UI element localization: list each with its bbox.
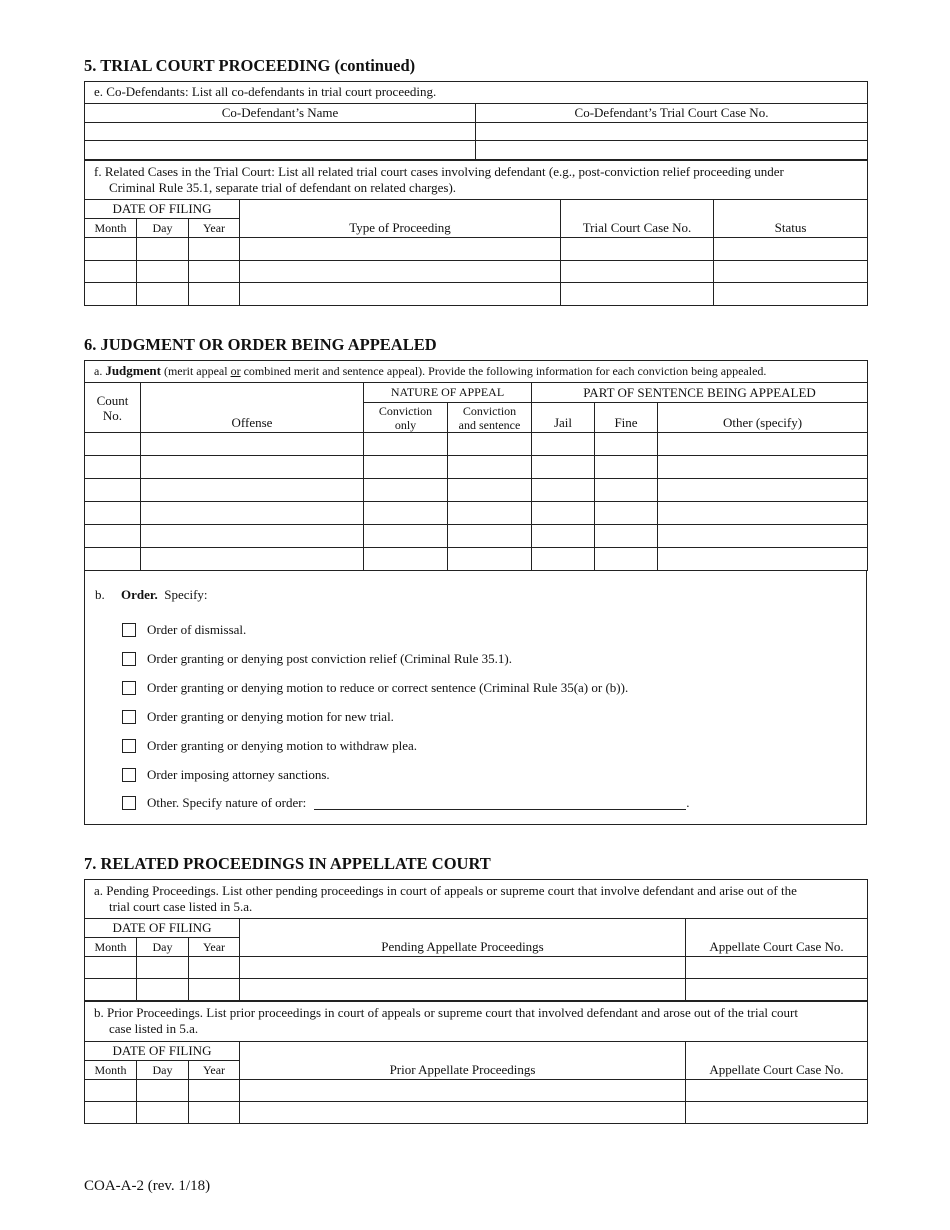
pending-proceeding-cell[interactable] xyxy=(240,957,686,979)
order-box xyxy=(84,571,867,825)
related-desc-line2: Criminal Rule 35.1, separate trial of defendant on related charges). xyxy=(109,179,457,195)
codefendants-table xyxy=(84,81,868,160)
day-cell[interactable] xyxy=(137,1080,189,1102)
table-row xyxy=(85,141,868,160)
checkbox[interactable] xyxy=(122,652,136,666)
month-cell[interactable] xyxy=(85,979,137,1001)
day-cell[interactable] xyxy=(137,283,189,306)
order-option[interactable] xyxy=(122,680,628,696)
jail-cell[interactable] xyxy=(532,433,595,456)
year-cell[interactable] xyxy=(189,283,240,306)
offense-cell[interactable] xyxy=(141,525,364,548)
order-option-label: Order granting or denying motion to reduce or correct sentence (Criminal Rule 35(a) or (b)). xyxy=(147,680,629,695)
count-cell[interactable] xyxy=(85,433,141,456)
jail-cell[interactable] xyxy=(532,525,595,548)
conviction-only-cell[interactable] xyxy=(364,525,448,548)
checkbox[interactable] xyxy=(122,739,136,753)
month-cell[interactable] xyxy=(85,957,137,979)
month-header: Month xyxy=(85,938,137,957)
trial-case-no-header: Trial Court Case No. xyxy=(561,200,714,238)
pending-desc-line2: trial court case listed in 5.a. xyxy=(109,898,253,914)
table-row xyxy=(85,433,868,456)
fine-cell[interactable] xyxy=(595,433,658,456)
count-no-line1: Count xyxy=(96,392,129,408)
section-6-title: 6. JUDGMENT OR ORDER BEING APPEALED xyxy=(84,335,437,354)
other-order-period: . xyxy=(686,795,690,810)
related-cases-description xyxy=(85,161,868,200)
conviction-sentence-line2: and sentence xyxy=(458,417,521,432)
order-option-label: Order imposing attorney sanctions. xyxy=(147,767,330,782)
order-prefix: b. xyxy=(95,587,105,602)
year-header: Year xyxy=(189,219,240,238)
fine-cell[interactable] xyxy=(595,502,658,525)
pending-proceeding-cell[interactable] xyxy=(240,979,686,1001)
judgment-text-1: (merit appeal xyxy=(160,364,231,378)
year-header: Year xyxy=(189,938,240,957)
fine-header: Fine xyxy=(595,403,658,433)
order-option[interactable] xyxy=(122,738,417,754)
checkbox[interactable] xyxy=(122,681,136,695)
judgment-table xyxy=(84,360,868,571)
day-header: Day xyxy=(137,219,189,238)
order-option-other[interactable] xyxy=(122,795,689,811)
prior-description xyxy=(85,1002,868,1042)
day-cell[interactable] xyxy=(137,957,189,979)
related-cases-table xyxy=(84,160,868,306)
jail-cell[interactable] xyxy=(532,548,595,571)
checkbox[interactable] xyxy=(122,768,136,782)
type-cell[interactable] xyxy=(240,283,561,306)
appellate-case-cell[interactable] xyxy=(686,1080,868,1102)
month-cell[interactable] xyxy=(85,238,137,261)
pending-desc-line1: a. Pending Proceedings. List other pending proceedings in court of appeals or supreme court that involve defendant and arise out of the xyxy=(94,882,797,898)
conviction-sentence-header xyxy=(448,403,532,433)
prior-desc-line1: b. Prior Proceedings. List prior proceedings in court of appeals or supreme court that involved defendant and arose out of the trial court xyxy=(94,1005,798,1020)
jail-header: Jail xyxy=(532,403,595,433)
appellate-case-no-header: Appellate Court Case No. xyxy=(686,919,868,957)
month-header: Month xyxy=(85,219,137,238)
conviction-only-cell[interactable] xyxy=(364,433,448,456)
month-cell[interactable] xyxy=(85,1102,137,1124)
type-of-proceeding-header: Type of Proceeding xyxy=(240,200,561,238)
conviction-sentence-cell[interactable] xyxy=(448,502,532,525)
month-cell[interactable] xyxy=(85,261,137,283)
table-row xyxy=(85,123,868,141)
order-option[interactable] xyxy=(122,651,512,667)
status-header: Status xyxy=(714,200,868,238)
codefendant-name-cell[interactable] xyxy=(85,123,476,141)
table-row xyxy=(85,548,868,571)
pending-proceedings-header: Pending Appellate Proceedings xyxy=(240,919,686,957)
day-header: Day xyxy=(137,938,189,957)
table-row xyxy=(85,1080,868,1102)
day-cell[interactable] xyxy=(137,261,189,283)
jail-cell[interactable] xyxy=(532,479,595,502)
table-row xyxy=(85,456,868,479)
table-row xyxy=(85,957,868,979)
conviction-only-cell[interactable] xyxy=(364,456,448,479)
status-cell[interactable] xyxy=(714,261,868,283)
pending-description xyxy=(85,880,868,919)
offense-cell[interactable] xyxy=(141,456,364,479)
table-row xyxy=(85,525,868,548)
checkbox[interactable] xyxy=(122,710,136,724)
checkbox[interactable] xyxy=(122,623,136,637)
order-option[interactable] xyxy=(122,622,246,638)
conviction-sentence-cell[interactable] xyxy=(448,456,532,479)
order-option-label: Other. Specify nature of order: xyxy=(147,795,307,810)
conviction-only-cell[interactable] xyxy=(364,479,448,502)
other-order-input-line[interactable] xyxy=(314,797,686,810)
judgment-text-2: combined merit and sentence appeal). Provide the following information for each conviction being appealed. xyxy=(240,364,767,378)
judgment-description xyxy=(85,361,868,383)
conviction-only-cell[interactable] xyxy=(364,502,448,525)
case-no-cell[interactable] xyxy=(561,238,714,261)
jail-cell[interactable] xyxy=(532,456,595,479)
offense-header: Offense xyxy=(141,383,364,433)
count-cell[interactable] xyxy=(85,479,141,502)
jail-cell[interactable] xyxy=(532,502,595,525)
count-cell[interactable] xyxy=(85,525,141,548)
checkbox[interactable] xyxy=(122,796,136,810)
offense-cell[interactable] xyxy=(141,433,364,456)
table-row xyxy=(85,238,868,261)
day-header: Day xyxy=(137,1061,189,1080)
month-cell[interactable] xyxy=(85,1080,137,1102)
fine-cell[interactable] xyxy=(595,548,658,571)
prior-proceeding-cell[interactable] xyxy=(240,1102,686,1124)
order-specify: Specify: xyxy=(164,587,208,602)
codefendant-name-header: Co-Defendant’s Name xyxy=(85,104,476,123)
other-specify-header: Other (specify) xyxy=(658,403,868,433)
conviction-only-cell[interactable] xyxy=(364,548,448,571)
table-row xyxy=(85,979,868,1001)
count-no-header xyxy=(85,383,141,433)
day-cell[interactable] xyxy=(137,1102,189,1124)
appellate-case-cell[interactable] xyxy=(686,979,868,1001)
order-label: Order. xyxy=(121,587,158,602)
order-option-label: Order granting or denying motion to withdraw plea. xyxy=(147,738,418,753)
judgment-label: Judgment xyxy=(105,363,161,378)
appellate-case-cell[interactable] xyxy=(686,1102,868,1124)
year-cell[interactable] xyxy=(189,1102,240,1124)
section-5-title: 5. TRIAL COURT PROCEEDING (continued) xyxy=(84,56,416,75)
fine-cell[interactable] xyxy=(595,525,658,548)
conviction-sentence-cell[interactable] xyxy=(448,548,532,571)
day-cell[interactable] xyxy=(137,238,189,261)
order-option-label: Order granting or denying motion for new trial. xyxy=(147,709,394,724)
other-cell[interactable] xyxy=(658,548,868,571)
other-cell[interactable] xyxy=(658,479,868,502)
offense-cell[interactable] xyxy=(141,479,364,502)
conviction-only-line2: only xyxy=(394,417,417,432)
date-of-filing-header: DATE OF FILING xyxy=(85,1042,240,1061)
conviction-sentence-cell[interactable] xyxy=(448,479,532,502)
codefendants-description: e. Co-Defendants: List all co-defendants in trial court proceeding. xyxy=(85,82,868,104)
case-no-cell[interactable] xyxy=(561,261,714,283)
order-option-label: Order of dismissal. xyxy=(147,622,247,637)
other-cell[interactable] xyxy=(658,433,868,456)
other-cell[interactable] xyxy=(658,525,868,548)
order-option-label: Order granting or denying post conviction relief (Criminal Rule 35.1). xyxy=(147,651,512,666)
other-cell[interactable] xyxy=(658,456,868,479)
fine-cell[interactable] xyxy=(595,479,658,502)
related-desc-line1: f. Related Cases in the Trial Court: List all related trial court cases involving defendant (e.g., post-conviction relief proceeding under xyxy=(94,163,784,179)
offense-cell[interactable] xyxy=(141,502,364,525)
type-cell[interactable] xyxy=(240,261,561,283)
year-cell[interactable] xyxy=(189,979,240,1001)
conviction-sentence-cell[interactable] xyxy=(448,433,532,456)
year-cell[interactable] xyxy=(189,261,240,283)
appellate-case-cell[interactable] xyxy=(686,957,868,979)
table-row xyxy=(85,502,868,525)
conviction-sentence-cell[interactable] xyxy=(448,525,532,548)
month-cell[interactable] xyxy=(85,283,137,306)
prior-proceeding-cell[interactable] xyxy=(240,1080,686,1102)
table-row xyxy=(85,1102,868,1124)
count-cell[interactable] xyxy=(85,548,141,571)
status-cell[interactable] xyxy=(714,283,868,306)
prior-desc-line2: case listed in 5.a. xyxy=(109,1021,199,1036)
type-cell[interactable] xyxy=(240,238,561,261)
prior-proceedings-header: Prior Appellate Proceedings xyxy=(240,1042,686,1080)
year-header: Year xyxy=(189,1061,240,1080)
count-cell[interactable] xyxy=(85,456,141,479)
appellate-case-no-header: Appellate Court Case No. xyxy=(686,1042,868,1080)
conviction-only-header xyxy=(364,403,448,433)
conviction-sentence-line1: Conviction xyxy=(462,403,517,418)
count-no-line2: No. xyxy=(102,407,123,423)
order-option[interactable] xyxy=(122,709,394,725)
pending-proceedings-table xyxy=(84,879,868,1001)
order-heading xyxy=(95,587,208,603)
day-cell[interactable] xyxy=(137,979,189,1001)
table-row xyxy=(85,479,868,502)
table-row xyxy=(85,261,868,283)
order-option[interactable] xyxy=(122,767,330,783)
other-cell[interactable] xyxy=(658,502,868,525)
year-cell[interactable] xyxy=(189,957,240,979)
judgment-prefix: a. xyxy=(94,364,106,378)
offense-cell[interactable] xyxy=(141,548,364,571)
count-cell[interactable] xyxy=(85,502,141,525)
table-row xyxy=(85,283,868,306)
date-of-filing-header: DATE OF FILING xyxy=(85,919,240,938)
codefendant-case-cell[interactable] xyxy=(476,141,868,160)
prior-proceedings-table xyxy=(84,1001,868,1124)
conviction-only-line1: Conviction xyxy=(378,403,433,418)
part-of-sentence-header: PART OF SENTENCE BEING APPEALED xyxy=(532,383,868,403)
codefendant-case-header: Co-Defendant’s Trial Court Case No. xyxy=(476,104,868,123)
month-header: Month xyxy=(85,1061,137,1080)
fine-cell[interactable] xyxy=(595,456,658,479)
case-no-cell[interactable] xyxy=(561,283,714,306)
nature-of-appeal-header: NATURE OF APPEAL xyxy=(364,383,532,403)
year-cell[interactable] xyxy=(189,1080,240,1102)
form-id-footer: COA-A-2 (rev. 1/18) xyxy=(84,1178,211,1194)
year-cell[interactable] xyxy=(189,238,240,261)
codefendant-case-cell[interactable] xyxy=(476,123,868,141)
date-of-filing-header: DATE OF FILING xyxy=(85,200,240,219)
section-7-title: 7. RELATED PROCEEDINGS IN APPELLATE COURT xyxy=(84,854,491,873)
codefendant-name-cell[interactable] xyxy=(85,141,476,160)
judgment-or: or xyxy=(230,364,241,378)
status-cell[interactable] xyxy=(714,238,868,261)
